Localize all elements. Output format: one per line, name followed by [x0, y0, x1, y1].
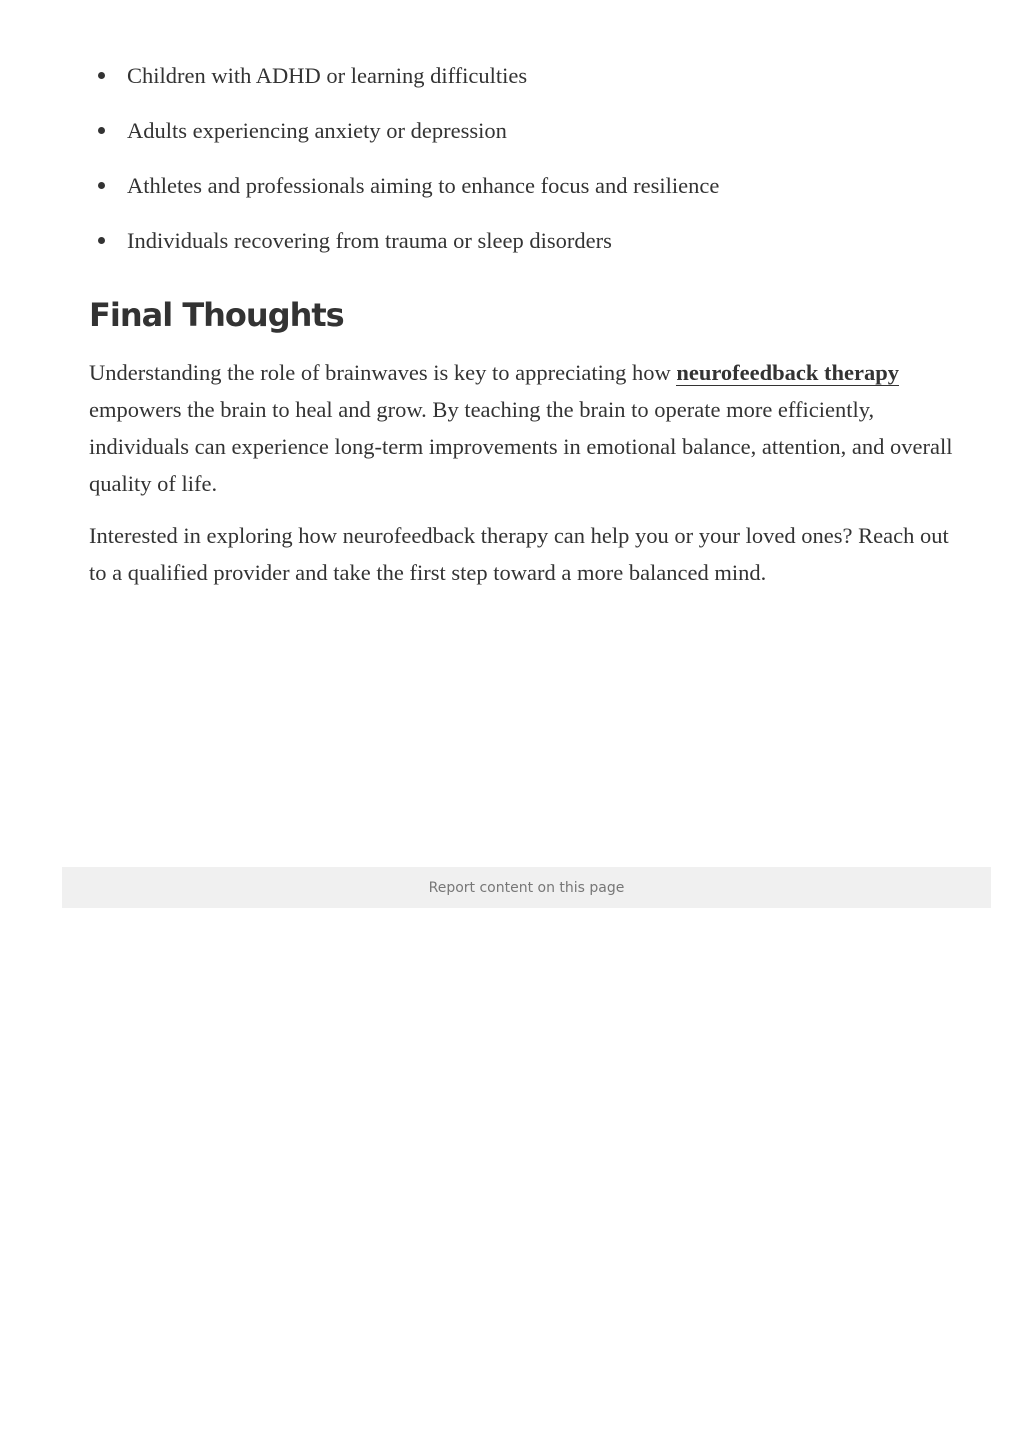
list-item [89, 112, 961, 167]
bullet-icon [98, 182, 105, 189]
list-item [89, 222, 961, 277]
bullet-icon [98, 127, 105, 134]
paragraph-call-to-action: Interested in exploring how neurofeedback therapy can help you or your loved ones? Reach out to a qualified provider and take the first step toward a more balanced mind. [89, 523, 949, 585]
list-item-text: Individuals recovering from trauma or sleep disorders [127, 228, 612, 253]
report-bar [62, 867, 991, 908]
list-item-text: Athletes and professionals aiming to enhance focus and resilience [127, 173, 720, 198]
paragraph-text: empowers the brain to heal and grow. By teaching the brain to operate more efficiently, individuals can experience long-term improvements in emotional balance, attention, and overall quality of life. [89, 397, 953, 496]
list-item [89, 167, 961, 222]
bullet-icon [98, 237, 105, 244]
list-item [89, 57, 961, 112]
list-item-text: Adults experiencing anxiety or depression [127, 118, 507, 143]
list-item-text: Children with ADHD or learning difficulties [127, 63, 528, 88]
report-content-link[interactable]: Report content on this page [428, 879, 625, 896]
neurofeedback-therapy-link[interactable]: neurofeedback therapy [676, 360, 900, 385]
audience-list [89, 57, 961, 277]
paragraph-understanding [89, 354, 961, 502]
paragraph-text: Understanding the role of brainwaves is key to appreciating how [89, 360, 677, 385]
bullet-icon [98, 72, 105, 79]
section-heading: Final Thoughts [89, 296, 344, 334]
